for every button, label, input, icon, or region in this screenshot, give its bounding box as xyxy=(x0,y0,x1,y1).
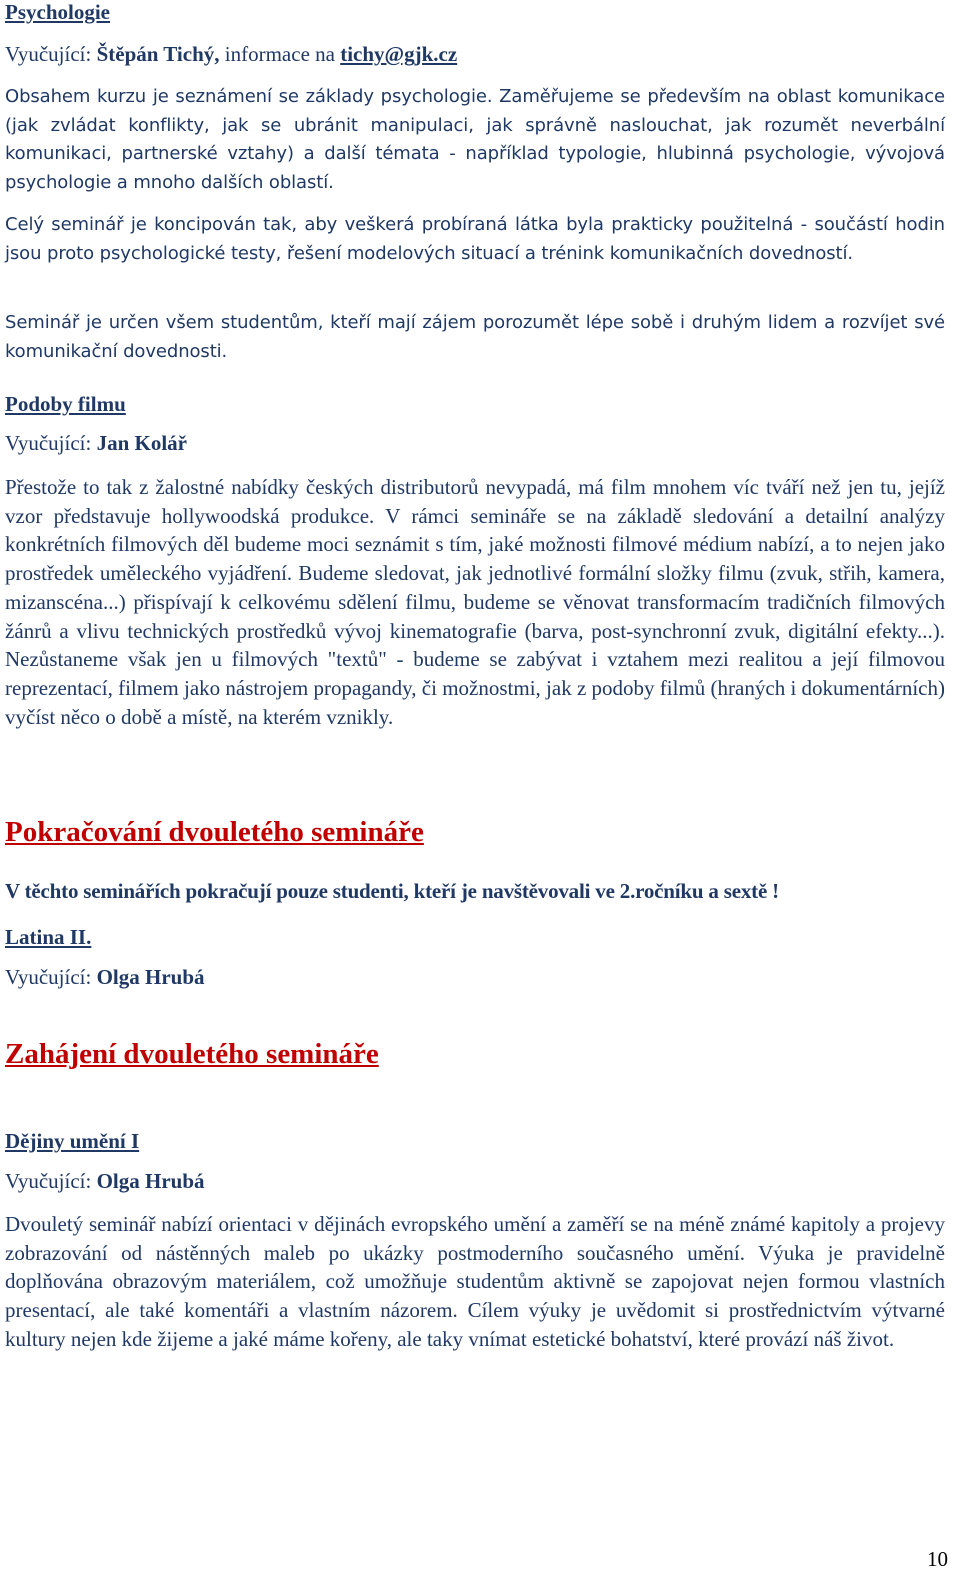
teacher-label: Vyučující: xyxy=(5,42,97,66)
paragraph-psychologie-1: Obsahem kurzu je seznámení se základy psychologie. Zaměřujeme se především na oblast komunikace (jak zvládat konflikty, jak se ubránit manipulaci, jak správně naslouchat, jak rozumět neverbální komunikaci, partnerské vztahy) a další témata - například typologie, hlubinná psychologie, vývojová psychologie a mnoho dalších oblastí. xyxy=(5,86,945,193)
teacher-line-psychologie xyxy=(5,42,457,66)
page-number: 10 xyxy=(927,1547,948,1571)
course-title-podoby-filmu: Podoby filmu xyxy=(5,392,126,416)
teacher-name: Jan Kolář xyxy=(96,431,187,455)
teacher-label: Vyučující: xyxy=(5,431,97,455)
course-title-psychologie: Psychologie xyxy=(5,0,110,24)
notice-pokracovani: V těchto seminářích pokračují pouze studenti, kteří je navštěvovali ve 2.ročníku a sextě ! xyxy=(5,879,779,903)
teacher-name: Olga Hrubá xyxy=(96,1169,205,1193)
paragraph-dejiny-umeni: Dvouletý seminář nabízí orientaci v dějinách evropského umění a zaměří se na méně známé kapitoly a projevy zobrazování od nástěnných maleb po ukázky postmoderního současného umění. Výuka je pravidelně doplňována obrazovým materiálem, což umožňuje studentům aktivně se zapojovat nejen formou vlastních presentací, ale také komentáři a vlastním názorem. Cílem výuky je uvědomit si prostřednictvím výtvarné kultury nejen kde žijeme a jaké máme kořeny, ale taky vnímat estetické bohatství, které provází náš život. xyxy=(5,1212,945,1351)
teacher-line-latina xyxy=(5,965,205,989)
teacher-name: Olga Hrubá xyxy=(96,965,205,989)
paragraph-psychologie-3: Seminář je určen všem studentům, kteří mají zájem porozumět lépe sobě i druhým lidem a rozvíjet své komunikační dovednosti. xyxy=(5,312,945,362)
course-title-dejiny-umeni: Dějiny umění I xyxy=(5,1129,140,1153)
teacher-line-dejiny-umeni xyxy=(5,1169,205,1193)
info-text: informace na xyxy=(219,42,341,66)
teacher-label: Vyučující: xyxy=(5,1169,97,1193)
paragraph-psychologie-2: Celý seminář je koncipován tak, aby veškerá probíraná látka byla prakticky použitelná - součástí hodin jsou proto psychologické testy, řešení modelových situací a trénink komunikačních dovedností. xyxy=(5,214,945,264)
teacher-label: Vyučující: xyxy=(5,965,97,989)
email-link[interactable]: tichy@gjk.cz xyxy=(340,42,458,66)
course-title-latina: Latina II. xyxy=(5,925,92,949)
paragraph-podoby-filmu: Přestože to tak z žalostné nabídky českých distributorů nevypadá, má film mnohem víc tváří než jen tu, jejíž vzor představuje hollywoodská produkce. V rámci semináře se na základě sledování a detailní analýzy konkrétních filmových děl budeme moci seznámit s tím, jaké možnosti filmové médium nabízí, a to nejen jako prostředek uměleckého vyjádření. Budeme sledovat, jak jednotlivé formální složky filmu (zvuk, střih, kamera, mizanscéna...) přispívají k celkovému sdělení filmu, budeme se věnovat transformacím tradičních filmových žánrů a vlivu technických prostředků vývoj kinematografie (barva, post-synchronní zvuk, digitální efekty...). Nezůstaneme však jen u filmových "textů" - budeme se zabývat i vztahem mezi realitou a její filmovou reprezentací, filmem jako nástrojem propagandy, či možnostmi, jak z podoby filmů (hraných i dokumentárních) vyčíst něco o době a místě, na kterém vznikly. xyxy=(5,475,945,729)
section-heading-pokracovani: Pokračování dvouletého semináře xyxy=(5,816,424,848)
teacher-name: Štěpán Tichý, xyxy=(96,42,220,66)
teacher-line-podoby-filmu xyxy=(5,431,187,455)
section-heading-zahajeni: Zahájení dvouletého semináře xyxy=(5,1038,379,1070)
